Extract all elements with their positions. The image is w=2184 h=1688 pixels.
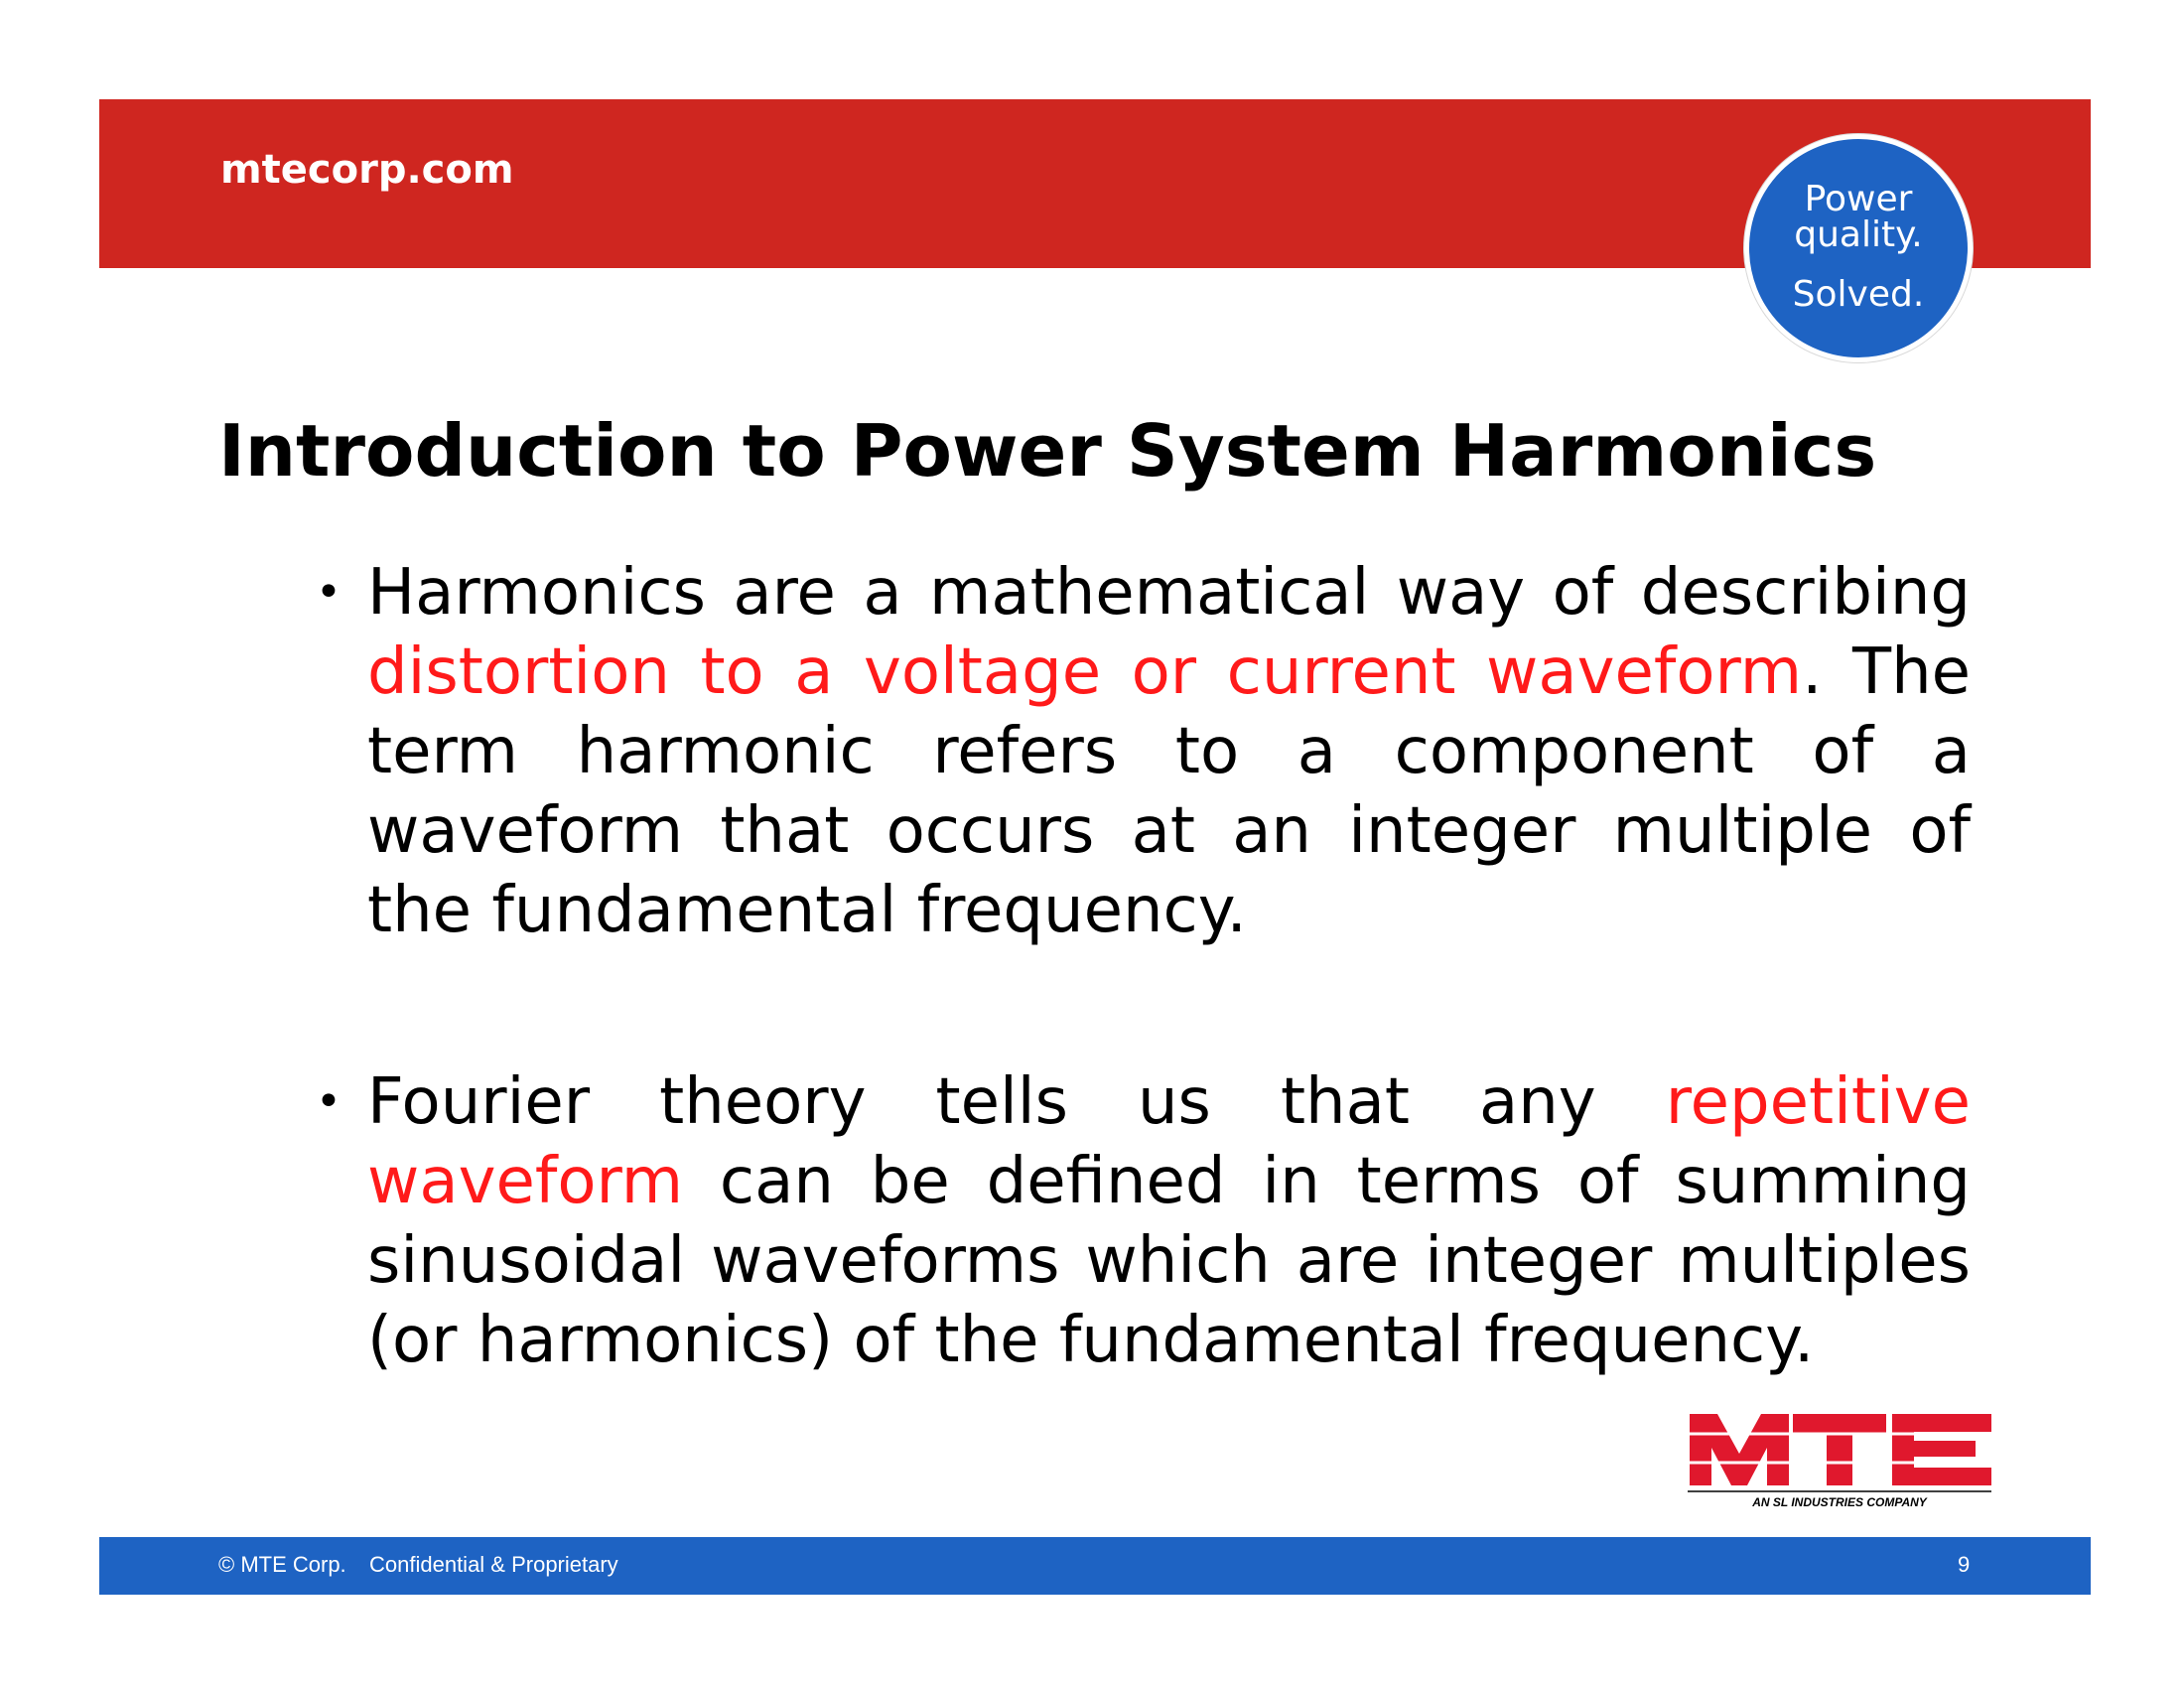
footer-confidential: Confidential & Proprietary	[369, 1552, 618, 1577]
badge-line-1: Power	[1804, 179, 1913, 219]
badge-line-2: quality.	[1794, 214, 1923, 255]
bullet-icon: •	[316, 567, 341, 618]
bullet-fourier-theory	[367, 1062, 1971, 1380]
bullet-highlight: repetitive waveform	[367, 1065, 1971, 1218]
mte-logo	[1688, 1408, 1995, 1509]
footer-copyright: © MTE Corp.	[218, 1552, 346, 1577]
site-url[interactable]: mtecorp.com	[220, 147, 514, 193]
badge-line-3: Solved.	[1792, 274, 1925, 315]
page-number: 9	[1958, 1552, 1971, 1577]
power-quality-badge	[1744, 134, 1973, 362]
bullet-icon: •	[316, 1076, 341, 1127]
bullet-text: can be defined in terms of summing sinusoidal waveforms which are integer multiples (or harmonics) of the fundamental frequency.	[367, 1145, 1971, 1377]
bullet-text: Harmonics are a mathematical way of describing	[367, 556, 1971, 630]
bullet-text: Fourier theory tells us that any	[367, 1065, 1666, 1139]
bullet-highlight: distortion to a voltage or current waveform	[367, 635, 1803, 709]
logo-tagline: AN SL INDUSTRIES COMPANY	[1752, 1495, 1927, 1509]
bullet-text: . The term harmonic refers to a component of a waveform that occurs at an integer multiple of the fundamental frequency.	[367, 635, 1972, 947]
slide-title: Introduction to Power System Harmonics	[218, 409, 1877, 492]
bullet-harmonics-definition	[367, 553, 1971, 950]
